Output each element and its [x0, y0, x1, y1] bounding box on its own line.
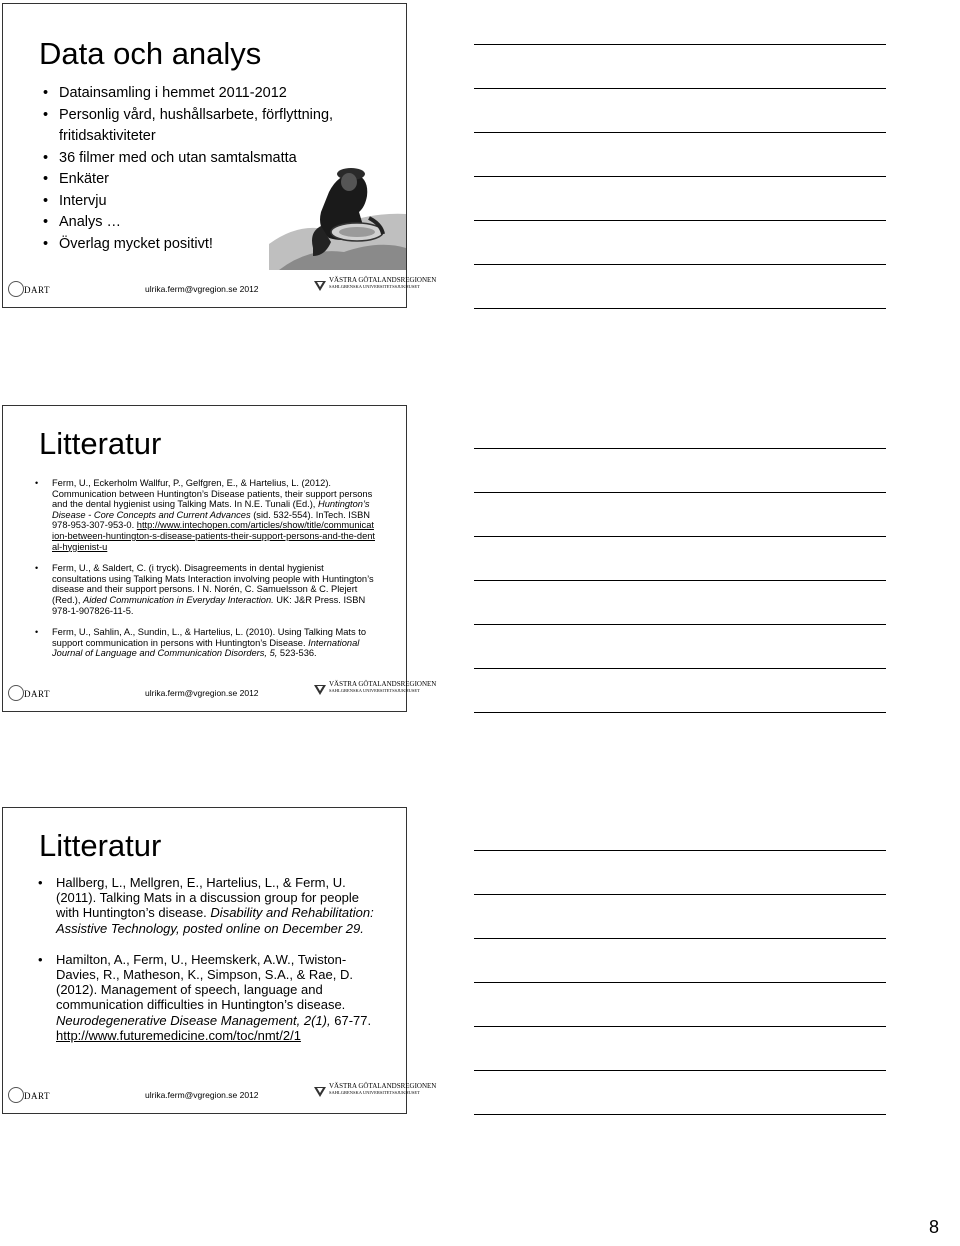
dart-emblem-icon [8, 281, 24, 297]
note-line [474, 938, 886, 939]
note-line [474, 982, 886, 983]
list-item: • Överlag mycket positivt! [43, 234, 373, 256]
note-line [474, 850, 886, 851]
list-item: • Hallberg, L., Mellgren, E., Hartelius, L., & Ferm, U. (2011). Talking Mats in a discussion group for people with Huntington’s disease. Disability and Rehabilitation: Assistive Technology, posted online on December 29. [38, 875, 378, 936]
note-line [474, 44, 886, 45]
note-line [474, 448, 886, 449]
note-line [474, 88, 886, 89]
reference-link[interactable]: http://www.futuremedicine.com/toc/nmt/2/1 [56, 1027, 301, 1043]
slide-footer [3, 1079, 437, 1113]
note-line [474, 1070, 886, 1071]
note-line [474, 492, 886, 493]
reference-list [38, 875, 378, 1059]
dart-emblem-icon [8, 685, 24, 701]
footer-email: ulrika.ferm@vgregion.se 2012 [145, 284, 259, 294]
slide-data-och-analys [2, 3, 437, 308]
note-line [474, 308, 886, 309]
note-line [474, 132, 886, 133]
dart-emblem-icon [8, 1087, 24, 1103]
vgr-logo: VÄSTRA GÖTALANDSREGIONEN SAHLGRENSKA UNIVERSITETSSJUKHUSET [313, 277, 405, 303]
note-line [474, 712, 886, 713]
note-line [474, 668, 886, 669]
vgr-emblem-icon [313, 683, 327, 697]
note-line [474, 1026, 886, 1027]
reference-link[interactable]: http://www.intechopen.com/articles/show/title/communication-between-huntington-s-disease-patients-their-support-persons-and-the-dental-hygienist-u [52, 520, 375, 552]
vgr-emblem-icon [313, 279, 327, 293]
list-item: • Ferm, U., & Saldert, C. (i tryck). Disagreements in dental hygienist consultations using Talking Mats Interaction involving people with Huntington’s disease and their support persons. I N. Norén, C. Samuelsson & C. Plejert (Red.), Aided Communication in Everyday Interaction. UK: J&R Press. ISBN 978-1-907826-11-5. [35, 563, 375, 616]
list-item: • 36 filmer med och utan samtalsmatta [43, 148, 373, 170]
slide-litteratur-1 [2, 405, 437, 712]
note-line [474, 220, 886, 221]
list-item: • Enkäter [43, 169, 373, 191]
footer-email: ulrika.ferm@vgregion.se 2012 [145, 1090, 259, 1100]
list-item: • Ferm, U., Eckerholm Wallfur, P., Gelfgren, E., & Hartelius, L. (2012). Communication between Huntington’s Disease patients, their support persons and the dental hygienist using Talking Mats. In N.E. Tunali (Ed.), Huntington’s Disease - Core Concepts and Current Advances (sid. 532-554). InTech. ISBN 978-953-307-953-0. http://www.intechopen.com/articles/show/title/communication-between-huntington-s-disease-patients-their-support-persons-and-the-dental-hygienist-u [35, 478, 375, 552]
list-item: • Personlig vård, hushållsarbete, förflyttning, fritidsaktiviteter [43, 105, 373, 148]
page-number: 8 [928, 1217, 939, 1237]
footer-email: ulrika.ferm@vgregion.se 2012 [145, 688, 259, 698]
dart-logo: DART [8, 1085, 52, 1107]
note-line [474, 536, 886, 537]
slide-title: Litteratur [39, 426, 162, 461]
vgr-logo: VÄSTRA GÖTALANDSREGIONEN SAHLGRENSKA UNIVERSITETSSJUKHUSET [313, 1083, 405, 1109]
slide-title: Data och analys [39, 36, 262, 71]
list-item: • Intervju [43, 191, 373, 213]
vgr-emblem-icon [313, 1085, 327, 1099]
list-item: • Ferm, U., Sahlin, A., Sundin, L., & Hartelius, L. (2010). Using Talking Mats to support communication in persons with Huntington’s Disease. International Journal of Language and Communication Disorders, 5, 523-536. [35, 627, 375, 659]
note-line [474, 580, 886, 581]
dart-logo: DART [8, 683, 52, 705]
note-line [474, 624, 886, 625]
note-line [474, 264, 886, 265]
note-line [474, 894, 886, 895]
dart-logo: DART [8, 279, 52, 301]
gold-panner-illustration [269, 152, 406, 270]
note-line [474, 1114, 886, 1115]
slide-litteratur-2 [2, 807, 437, 1114]
slide-title: Litteratur [39, 828, 162, 863]
list-item: • Datainsamling i hemmet 2011-2012 [43, 83, 373, 105]
slide-footer [3, 273, 437, 307]
vgr-logo: VÄSTRA GÖTALANDSREGIONEN SAHLGRENSKA UNIVERSITETSSJUKHUSET [313, 681, 405, 707]
reference-list [35, 478, 375, 670]
list-item: • Hamilton, A., Ferm, U., Heemskerk, A.W., Twiston-Davies, R., Matheson, K., Simpson, S.A., & Rae, D. (2012). Management of speech, language and communication difficulties in Huntington’s disease. Neurodegenerative Disease Management, 2(1), 67-77. http://www.futuremedicine.com/toc/nmt/2/1 [38, 952, 378, 1043]
list-item: • Analys … [43, 212, 373, 234]
note-line [474, 176, 886, 177]
slide-footer [3, 677, 437, 711]
